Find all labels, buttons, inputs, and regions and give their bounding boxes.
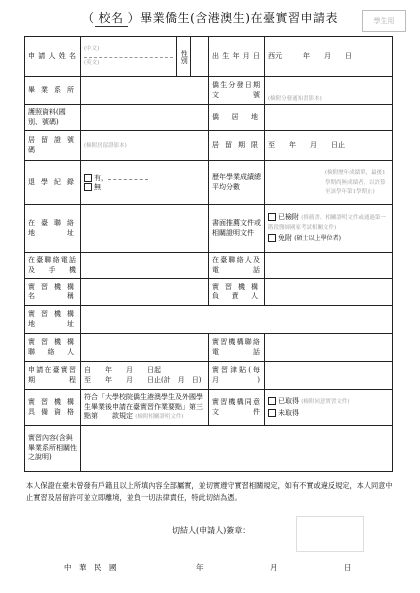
student-use-stamp: 學生用	[362, 10, 406, 32]
agency-phone-label: 實習機構聯絡電話	[209, 334, 265, 362]
period-label: 申請在臺實習期程	[25, 362, 81, 390]
row-agency-address	[25, 306, 393, 334]
checkbox-icon[interactable]	[268, 409, 276, 417]
row-dropout	[25, 161, 393, 205]
checkbox-icon[interactable]	[84, 174, 92, 182]
doc-option-exempt[interactable]	[268, 234, 389, 243]
gpa-field[interactable]	[265, 161, 393, 205]
consent-not-text: 未取得	[278, 409, 299, 417]
agency-name-label: 實習機構名稱	[25, 279, 81, 306]
recommendation-doc-options	[265, 205, 393, 253]
recommendation-doc-label: 書面推薦文件或相關證明文件	[209, 205, 265, 253]
doc-attached-hint: (推薦書、相關證明文件或通過第一階段醫師國家考試相關文件)	[268, 215, 386, 231]
dropout-option-no[interactable]	[84, 183, 205, 192]
consent-option-not[interactable]	[268, 409, 389, 418]
applicant-name-cell[interactable]	[81, 37, 177, 77]
qualification-text: 符合「大學校院僑生港澳學生及外國學生畢業後申請在臺實習作業要點」第三點第 款規定	[84, 393, 203, 421]
title-close-paren: ）	[127, 11, 141, 25]
stipend-field[interactable]	[265, 362, 393, 390]
agency-contact-field[interactable]	[81, 334, 209, 362]
name-chinese-hint: (中文)	[84, 45, 100, 52]
consent-doc-options	[265, 390, 393, 426]
application-table	[24, 36, 393, 472]
doc-attached-text: 已檢附	[278, 213, 299, 222]
dropout-yes-text: 有，	[94, 173, 108, 182]
content-label: 實習內容(含與畢業系所相關性之說明)	[25, 426, 81, 472]
residence-period-label: 居留期限	[209, 131, 265, 161]
agency-name-field[interactable]	[81, 279, 209, 306]
applicant-name-label: 申請人姓名	[25, 37, 81, 77]
row-address	[25, 205, 393, 253]
residence-label: 居留證號碼	[25, 131, 81, 161]
consent-option-obtained[interactable]	[268, 397, 389, 406]
title-open-paren: （	[82, 11, 95, 25]
qualification-hint: (檢附相關證明文件)	[135, 414, 184, 421]
signature-label: 切結人(申請人)簽章：	[172, 526, 251, 535]
stipend-label: 實習津貼(每月)	[209, 362, 265, 390]
period-to: 至 年 月 日止(計 月 日)	[84, 375, 202, 384]
date-month: 月	[270, 563, 278, 572]
dispatch-label: 僑生分發日期文號	[209, 77, 265, 105]
row-passport	[25, 105, 393, 131]
row-content	[25, 426, 393, 472]
dropout-options	[81, 161, 209, 205]
row-phone	[25, 253, 393, 279]
row-residence	[25, 131, 393, 161]
checkbox-icon[interactable]	[268, 213, 276, 221]
dob-label: 出生年月日	[209, 37, 265, 77]
consent-obtained-text: 已取得	[278, 396, 299, 405]
gpa-hint: (檢附歷年成績單，最後1學期尚無成績者，以許算至該學年第1學期止)	[325, 170, 386, 196]
agency-address-field[interactable]	[81, 306, 393, 334]
signature-box[interactable]	[296, 516, 364, 552]
agency-responsible-field[interactable]	[265, 279, 393, 306]
doc-exempt-hint: (碩士以上學位者)	[294, 235, 341, 243]
passport-field[interactable]	[81, 105, 209, 131]
checkbox-icon[interactable]	[268, 234, 276, 242]
contact-person-label: 在臺聯絡人及電話	[209, 253, 265, 279]
gender-label: 性別	[177, 37, 191, 77]
doc-option-attached[interactable]	[268, 213, 389, 232]
school-name-field[interactable]: 校名	[95, 9, 128, 27]
period-from: 自 年 月 日起	[84, 366, 161, 375]
department-field[interactable]	[81, 77, 209, 105]
nationality-field[interactable]	[265, 105, 393, 131]
period-field[interactable]	[81, 362, 209, 390]
qualification-label: 實習機構具備資格	[25, 390, 81, 426]
row-qualification	[25, 390, 393, 426]
qualification-field[interactable]	[81, 390, 209, 426]
phone-field[interactable]	[81, 253, 209, 279]
consent-statement: 本人保證在臺未曾發有戶籍且以上所填內容全部屬實，並切實遵守實習相關規定，如有不實或違反規定，本人同意中止實習及居留許可並立即離境，並負一切法律責任，特此切結為憑。	[26, 481, 393, 502]
residence-field[interactable]	[81, 131, 209, 161]
nationality-label: 僑居地	[209, 105, 265, 131]
dropout-reason-input[interactable]	[108, 173, 148, 180]
form-title	[0, 9, 420, 27]
dispatch-hint: (檢附分發通知書影本)	[268, 95, 322, 102]
name-english-hint: (英文)	[84, 60, 100, 66]
dropout-no-text: 無	[94, 183, 101, 191]
row-period	[25, 362, 393, 390]
residence-period-field[interactable]: 至 年 月 日止	[265, 131, 393, 161]
contact-person-field[interactable]	[265, 253, 393, 279]
agency-address-label: 實習機構地址	[25, 306, 81, 334]
phone-label: 在臺聯絡電話及手機	[25, 253, 81, 279]
consent-doc-label: 實習機構同意文件	[209, 390, 265, 426]
doc-exempt-text: 免附	[278, 234, 292, 243]
gpa-label: 歷年學業成績總平均分數	[209, 161, 265, 205]
address-field[interactable]	[81, 205, 209, 253]
agency-contact-label: 實習機構聯絡人	[25, 334, 81, 362]
agency-phone-field[interactable]	[265, 334, 393, 362]
content-field[interactable]	[81, 426, 393, 472]
dropout-label: 退學紀錄	[25, 161, 81, 205]
residence-hint: (檢附居留證影本)	[84, 142, 127, 149]
checkbox-icon[interactable]	[84, 183, 92, 191]
address-label: 在臺聯絡地址	[25, 205, 81, 253]
passport-label: 護照資料(國別、號碼)	[25, 105, 81, 131]
dropout-option-yes[interactable]	[84, 173, 205, 183]
department-label: 畢業系所	[25, 77, 81, 105]
agency-responsible-label: 實習機構負責人	[209, 279, 265, 306]
dob-field[interactable]: 西元 年 月 日	[265, 37, 393, 77]
gender-field[interactable]	[191, 37, 209, 77]
checkbox-icon[interactable]	[268, 397, 276, 405]
date-prefix: 中 華 民 國	[64, 563, 117, 572]
row-agency-contact	[25, 334, 393, 362]
row-agency-name	[25, 279, 393, 306]
dispatch-field[interactable]	[265, 77, 393, 105]
date-year: 年	[196, 563, 204, 572]
consent-obtained-hint: (檢附同意實習文件)	[301, 398, 350, 405]
date-day: 日	[344, 563, 352, 572]
row-department	[25, 77, 393, 105]
row-applicant-name	[25, 37, 393, 77]
title-main-text: 畢業僑生(含港澳生)在臺實習申請表	[140, 11, 338, 25]
